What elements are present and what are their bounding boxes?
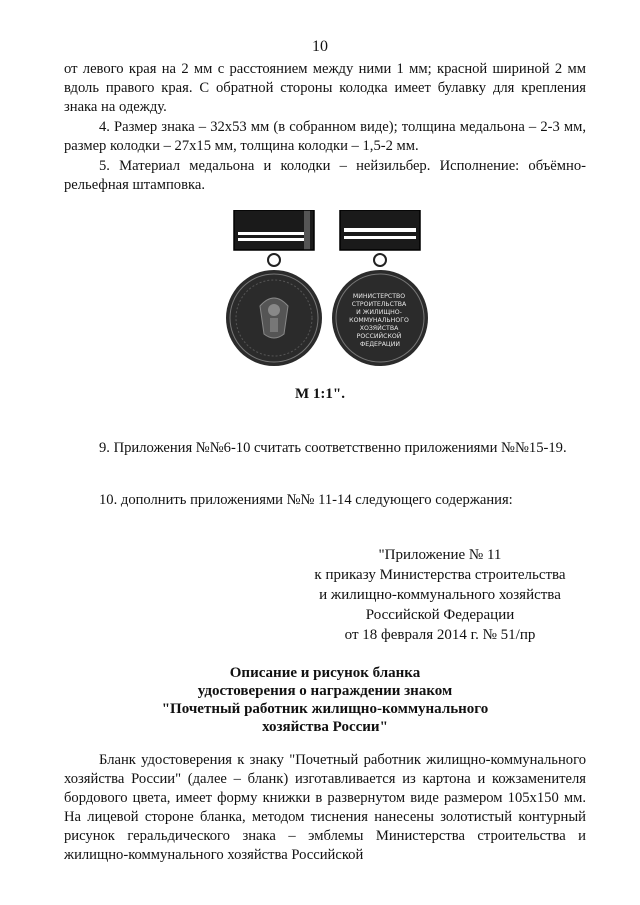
paragraph-size: 4. Размер знака – 32x53 мм (в собранном виде); толщина медальона – 2-3 мм, размер колодки – 27x15 мм, толщина колодки – 1,5-2 мм. — [64, 119, 586, 154]
appendix-line: от 18 февраля 2014 г. № 51/пр — [344, 627, 536, 643]
medal-scale-caption: М 1:1". — [295, 386, 345, 402]
heading-line: хозяйства России" — [262, 719, 388, 735]
appendix-line: к приказу Министерства строительства — [314, 567, 566, 583]
paragraph-material: 5. Материал медальона и колодки – нейзильбер. Исполнение: объёмно-рельефная штамповка. — [64, 158, 586, 193]
heading-line: удостоверения о награждении знаком — [197, 683, 453, 699]
medal-text-line: МИНИСТЕРСТВО — [352, 293, 406, 300]
appendix-line: и жилищно-коммунального хозяйства — [319, 587, 561, 603]
paragraph-item-9: 9. Приложения №№6-10 считать соответственно приложениями №№15-19. — [99, 440, 567, 456]
medal-text-line: СТРОИТЕЛЬСТВА — [351, 301, 407, 308]
medal-images — [220, 210, 430, 380]
appendix-line: "Приложение № 11 — [378, 547, 502, 563]
medal-obverse — [226, 210, 322, 366]
heading-line: "Почетный работник жилищно-коммунального — [161, 701, 489, 717]
medal-reverse — [332, 210, 428, 366]
section-heading — [64, 664, 586, 736]
medal-text-line: ХОЗЯЙСТВА — [359, 325, 399, 332]
paragraph-item-10: 10. дополнить приложениями №№ 11-14 следующего содержания: — [99, 492, 513, 508]
medal-text-line: И ЖИЛИЩНО- — [356, 309, 402, 316]
appendix-header — [290, 545, 590, 645]
paragraph-blank-description: Бланк удостоверения к знаку "Почетный работник жилищно-коммунального хозяйства России" (далее – бланк) изготавливается из картона и кожзаменителя бордового цвета, имеет форму книжки в развернутом виде размером 105x150 мм. На лицевой стороне бланка, методом тиснения нанесены золотистый контурный рисунок геральдического знака – эмблемы Министерства строительства и жилищно-коммунального хозяйства Российской — [64, 752, 586, 863]
heading-line: Описание и рисунок бланка — [229, 665, 421, 681]
medal-text-line: РОССИЙСКОЙ — [356, 333, 402, 340]
medal-text-line: КОММУНАЛЬНОГО — [349, 317, 409, 324]
appendix-line: Российской Федерации — [365, 607, 515, 623]
page-number: 10 — [312, 38, 328, 55]
medal-text-line: ФЕДЕРАЦИИ — [359, 341, 401, 348]
paragraph-ribbon-description: от левого края на 2 мм с расстоянием между ними 1 мм; красной шириной 2 мм вдоль правого края. С обратной стороны колодка имеет булавку для крепления знака на одежду. — [64, 61, 586, 115]
svg-text:МИНИСТЕРСТВО СТРОИТЕ — [349, 293, 411, 348]
medal-illustration — [220, 210, 430, 380]
